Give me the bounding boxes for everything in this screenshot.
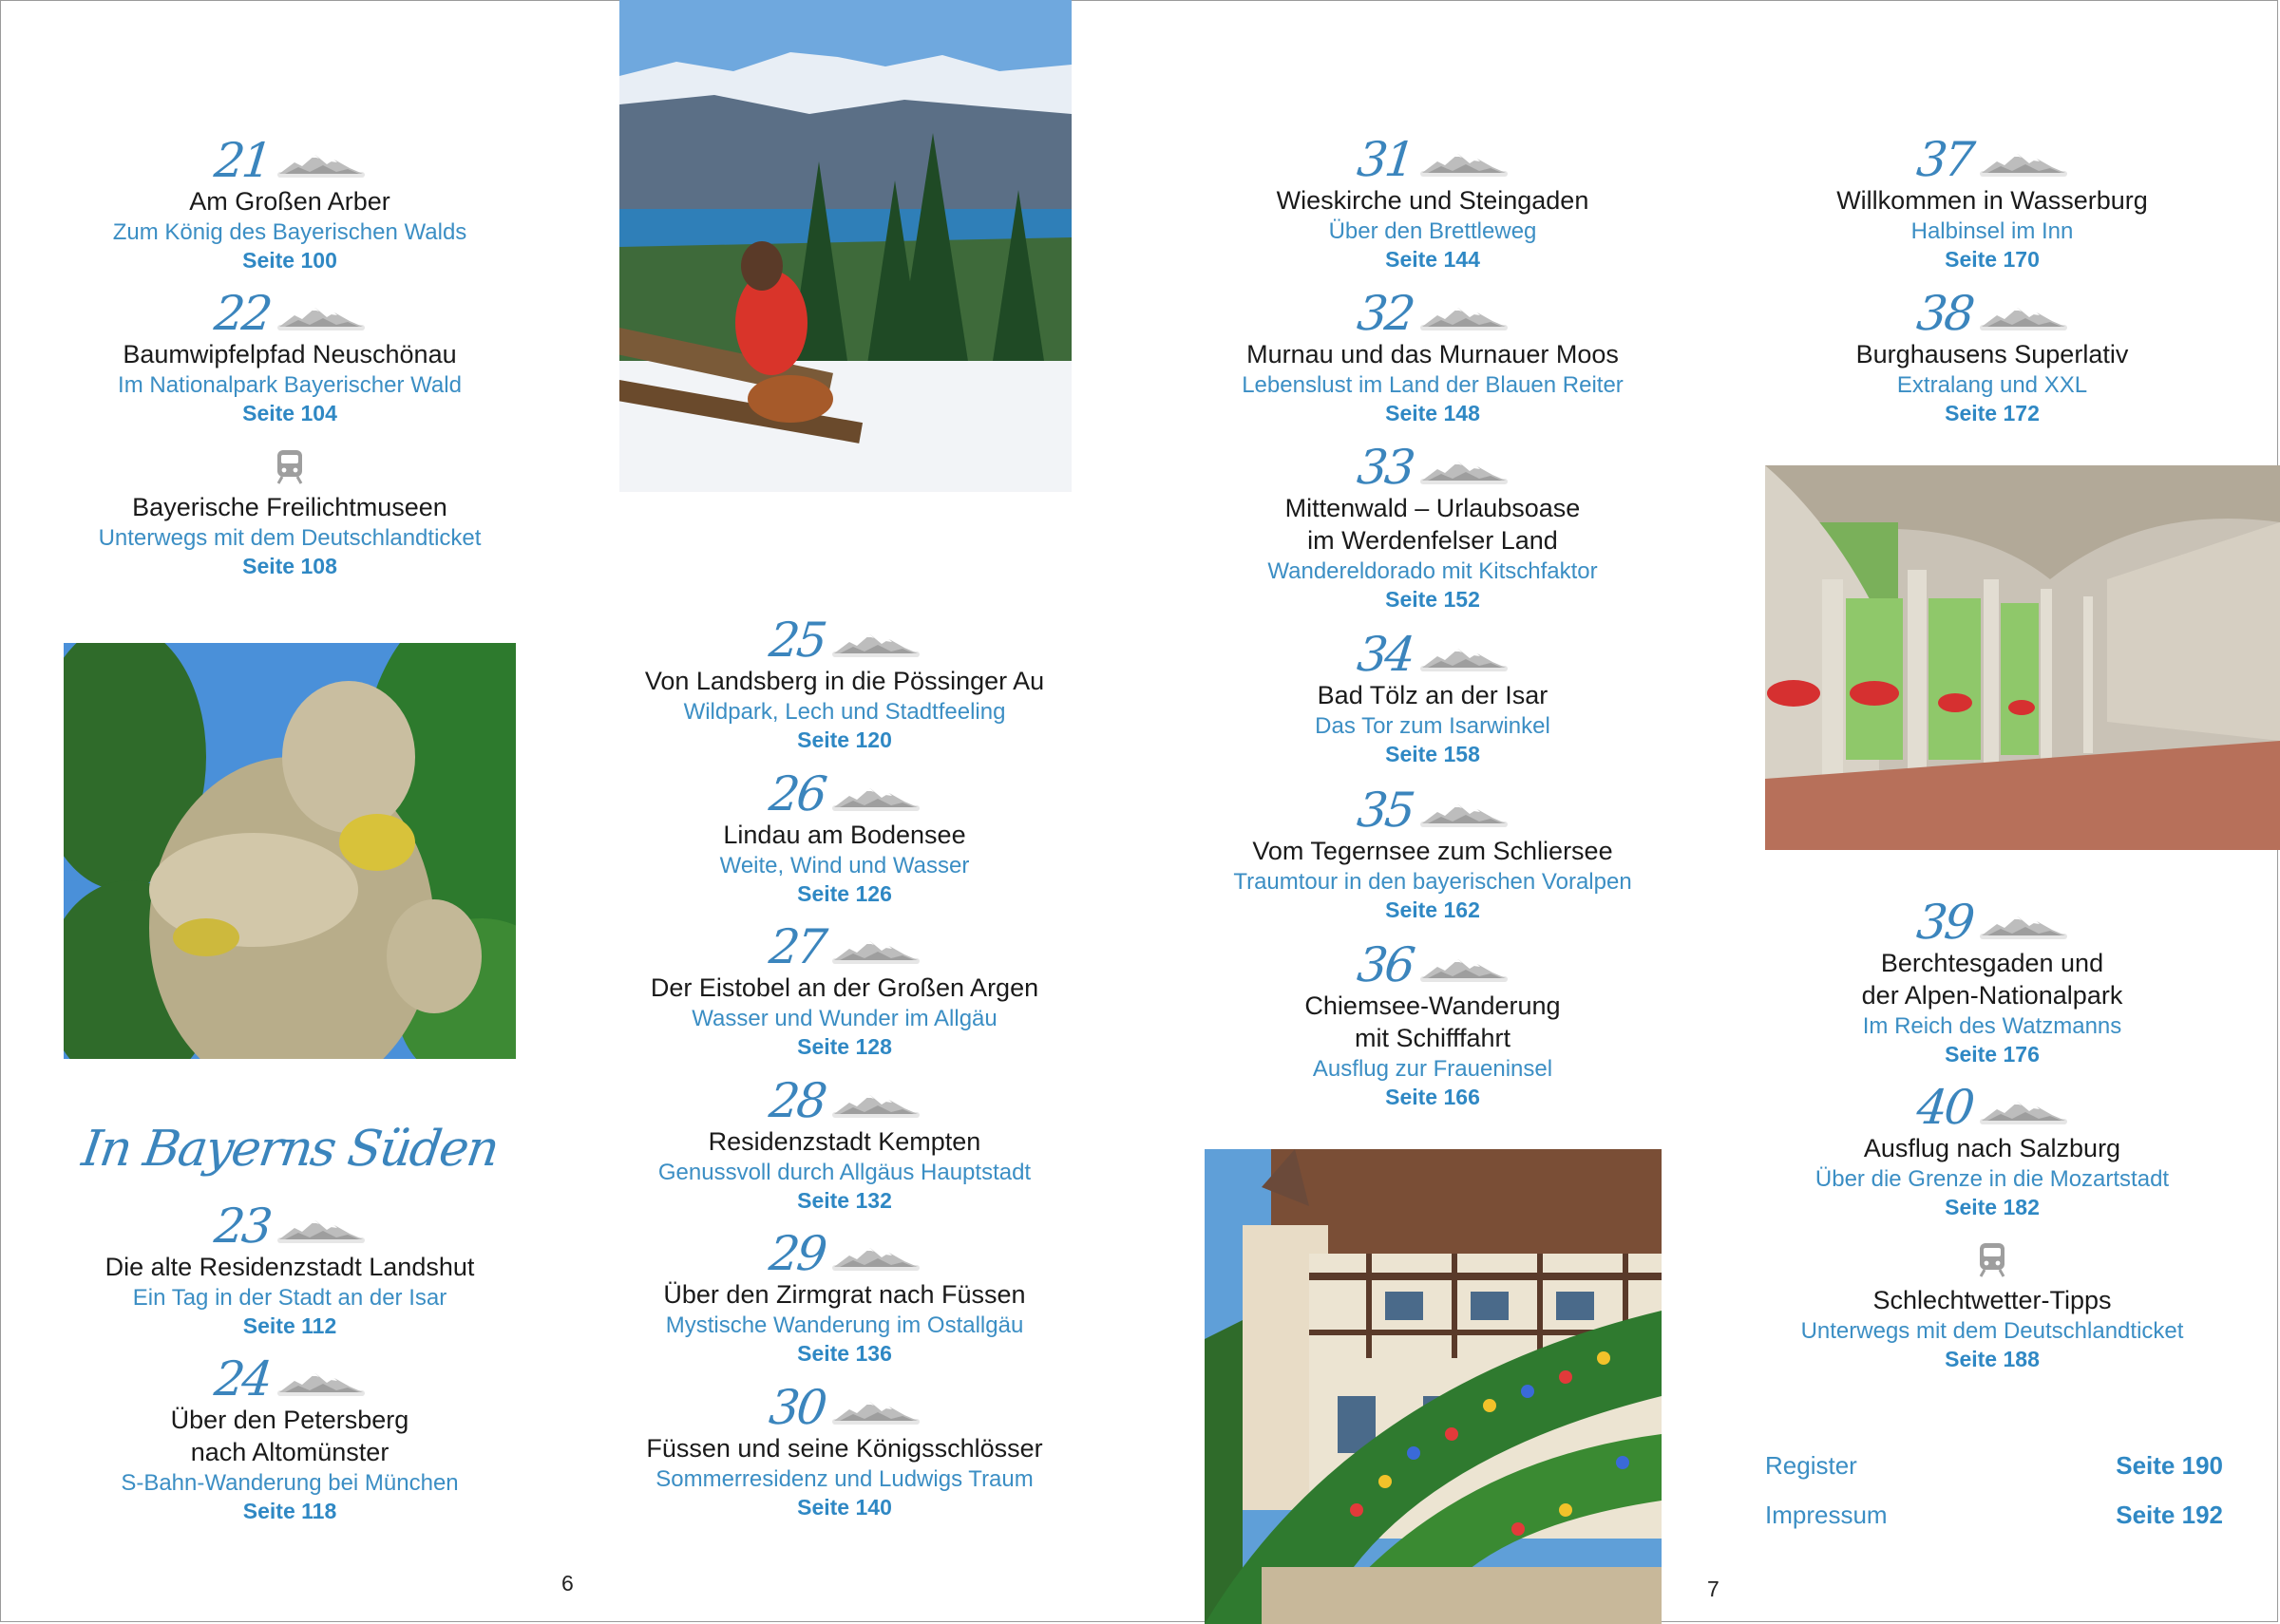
toc-entry-32[interactable] — [1186, 286, 1680, 427]
tour-title-line2: im Werdenfelser Land — [1307, 526, 1558, 555]
tour-page: Seite 104 — [242, 401, 337, 425]
toc-entry-40[interactable] — [1745, 1080, 2239, 1221]
register-page: Seite 190 — [2116, 1451, 2223, 1480]
impressum-page: Seite 192 — [2116, 1501, 2223, 1529]
toc-entry-25[interactable] — [598, 615, 1092, 754]
tour-title: Schlechtwetter-Tipps — [1872, 1286, 2112, 1314]
tour-title: Willkommen in Wasserburg — [1836, 186, 2148, 215]
toc-entry-37[interactable] — [1745, 132, 2239, 274]
tour-title: Füssen und seine Königsschlösser — [646, 1434, 1043, 1463]
tour-subtitle: Das Tor zum Isarwinkel — [1315, 713, 1550, 739]
tour-title: Chiemsee-Wanderung — [1304, 991, 1561, 1020]
mountain-panorama-icon — [1420, 801, 1508, 829]
toc-entry-22[interactable] — [43, 286, 537, 427]
tour-page: Seite 144 — [1385, 247, 1480, 272]
toc-entry-34[interactable] — [1186, 627, 1680, 768]
tour-subtitle: Wasser und Wunder im Allgäu — [692, 1006, 998, 1031]
tour-subtitle: Unterwegs mit dem Deutschlandticket — [98, 525, 482, 551]
tour-title: Residenzstadt Kempten — [708, 1127, 981, 1156]
toc-entry-23[interactable] — [43, 1201, 537, 1340]
tour-page: Seite 118 — [242, 1499, 337, 1523]
tour-number: 31 — [1355, 132, 1416, 187]
toc-entry-39[interactable] — [1745, 897, 2239, 1068]
tour-title: Die alte Residenzstadt Landshut — [104, 1253, 475, 1281]
mountain-panorama-icon — [277, 151, 365, 179]
tour-subtitle: Wandereldorado mit Kitschfaktor — [1267, 558, 1598, 584]
tour-title: Baumwipfelpfad Neuschönau — [123, 340, 457, 368]
toc-entry-freilichtmuseen[interactable] — [43, 442, 537, 580]
toc-entry-30[interactable] — [598, 1380, 1092, 1521]
tour-subtitle: Weite, Wind und Wasser — [719, 853, 970, 878]
tour-subtitle: Traumtour in den bayerischen Voralpen — [1233, 869, 1632, 895]
tour-number: 23 — [212, 1199, 273, 1254]
toc-entry-21[interactable] — [43, 133, 537, 274]
tour-page: Seite 132 — [797, 1188, 892, 1213]
tour-page: Seite 176 — [1945, 1042, 2040, 1067]
train-icon — [275, 447, 305, 485]
tour-subtitle: Im Reich des Watzmanns — [1862, 1013, 2122, 1039]
mountain-panorama-icon — [832, 784, 920, 813]
tour-page: Seite 166 — [1385, 1085, 1480, 1109]
page-number-left: 6 — [561, 1571, 574, 1596]
tour-number: 26 — [767, 766, 827, 821]
easter-fountain-photo — [1205, 1149, 1662, 1624]
mountain-panorama-icon — [1980, 150, 2067, 179]
impressum-row[interactable] — [1765, 1501, 2223, 1530]
mountain-panorama-icon — [1980, 1098, 2067, 1126]
tour-subtitle: Unterwegs mit dem Deutschlandticket — [1800, 1318, 2184, 1344]
tour-page: Seite 108 — [242, 554, 337, 578]
tour-page: Seite 172 — [1945, 401, 2040, 425]
tour-number: 24 — [212, 1351, 273, 1407]
winter-lake-photo — [619, 0, 1072, 492]
tour-title: Wieskirche und Steingaden — [1276, 186, 1589, 215]
impressum-label: Impressum — [1765, 1501, 1888, 1529]
tour-page: Seite 162 — [1385, 897, 1480, 922]
cloister-photo — [1765, 465, 2280, 850]
tour-title-line2: mit Schifffahrt — [1354, 1024, 1511, 1052]
tour-title: Murnau und das Murnauer Moos — [1246, 340, 1619, 368]
tour-subtitle: Mystische Wanderung im Ostallgäu — [665, 1312, 1024, 1338]
tour-subtitle: Im Nationalpark Bayerischer Wald — [118, 372, 462, 398]
tour-subtitle: Über den Brettleweg — [1328, 218, 1537, 244]
toc-entry-26[interactable] — [598, 766, 1092, 908]
tour-page: Seite 170 — [1945, 247, 2040, 272]
tour-subtitle: Wildpark, Lech und Stadtfeeling — [683, 699, 1006, 725]
tour-number: 22 — [212, 286, 273, 341]
tour-number: 37 — [1914, 132, 1975, 187]
tour-subtitle: Halbinsel im Inn — [1910, 218, 2074, 244]
tour-page: Seite 152 — [1385, 587, 1480, 612]
tour-number: 32 — [1355, 286, 1416, 341]
mountain-panorama-icon — [832, 937, 920, 966]
tour-number: 38 — [1914, 286, 1975, 341]
toc-entry-38[interactable] — [1745, 286, 2239, 427]
tour-page: Seite 100 — [242, 248, 337, 273]
tour-subtitle: Ein Tag in der Stadt an der Isar — [132, 1285, 447, 1311]
tour-number: 27 — [767, 919, 827, 974]
tour-number: 29 — [767, 1226, 827, 1281]
tour-page: Seite 112 — [242, 1313, 337, 1338]
tour-number: 36 — [1355, 937, 1416, 992]
mountain-panorama-icon — [277, 304, 365, 332]
mountain-panorama-icon — [1420, 150, 1508, 179]
tour-page: Seite 182 — [1945, 1195, 2040, 1219]
tour-title: Burghausens Superlativ — [1855, 340, 2129, 368]
toc-entry-27[interactable] — [598, 919, 1092, 1061]
mountain-panorama-icon — [277, 1217, 365, 1245]
tour-subtitle: Zum König des Bayerischen Walds — [112, 219, 467, 245]
tour-number: 39 — [1914, 895, 1975, 950]
tour-page: Seite 126 — [797, 881, 892, 906]
tour-title: Am Großen Arber — [189, 187, 390, 216]
tour-subtitle: Extralang und XXL — [1896, 372, 2088, 398]
tour-subtitle: Sommerresidenz und Ludwigs Traum — [656, 1466, 1034, 1492]
mountain-panorama-icon — [832, 1398, 920, 1426]
tour-page: Seite 140 — [797, 1495, 892, 1520]
tour-title-line2: der Alpen-Nationalpark — [1861, 981, 2123, 1010]
mountain-panorama-icon — [1420, 645, 1508, 673]
mountain-panorama-icon — [832, 631, 920, 659]
tour-page: Seite 136 — [797, 1341, 892, 1366]
tour-number: 30 — [767, 1380, 827, 1435]
tour-page: Seite 188 — [1945, 1347, 2040, 1371]
tour-page: Seite 128 — [797, 1034, 892, 1059]
toc-entry-28[interactable] — [598, 1073, 1092, 1215]
train-icon — [1977, 1240, 2007, 1278]
mountain-panorama-icon — [832, 1244, 920, 1273]
tour-page: Seite 148 — [1385, 401, 1480, 425]
tour-subtitle: S-Bahn-Wanderung bei München — [121, 1470, 459, 1496]
tour-subtitle: Ausflug zur Fraueninsel — [1312, 1056, 1553, 1082]
tour-title: Bayerische Freilichtmuseen — [132, 493, 447, 521]
tour-page: Seite 120 — [797, 727, 892, 752]
mountain-panorama-icon — [1420, 955, 1508, 984]
toc-entry-schlechtwetter[interactable] — [1745, 1235, 2239, 1373]
section-heading: In Bayerns Süden — [78, 1121, 502, 1178]
page-number-right: 7 — [1707, 1577, 1720, 1601]
toc-entry-29[interactable] — [598, 1226, 1092, 1368]
register-row[interactable] — [1765, 1451, 2223, 1481]
tour-number: 40 — [1914, 1080, 1975, 1135]
tour-title: Vom Tegernsee zum Schliersee — [1252, 837, 1613, 865]
tour-title: Mittenwald – Urlaubsoase — [1284, 494, 1581, 522]
tour-number: 35 — [1355, 783, 1416, 838]
tour-title: Ausflug nach Salzburg — [1863, 1134, 2121, 1162]
mountain-panorama-icon — [1980, 913, 2067, 941]
toc-entry-31[interactable] — [1186, 132, 1680, 274]
tour-title: Von Landsberg in die Pössinger Au — [644, 667, 1045, 695]
mountain-panorama-icon — [1420, 458, 1508, 486]
mountain-panorama-icon — [832, 1091, 920, 1120]
tour-page: Seite 158 — [1385, 742, 1480, 766]
mountain-panorama-icon — [1980, 304, 2067, 332]
toc-entry-36[interactable] — [1186, 937, 1680, 1111]
tour-number: 21 — [212, 133, 273, 188]
tour-subtitle: Lebenslust im Land der Blauen Reiter — [1242, 372, 1624, 398]
tour-number: 34 — [1355, 627, 1416, 682]
register-label: Register — [1765, 1451, 1857, 1480]
tour-title: Der Eistobel an der Großen Argen — [650, 973, 1039, 1002]
tour-number: 33 — [1355, 440, 1416, 495]
mountain-panorama-icon — [1420, 304, 1508, 332]
mountain-panorama-icon — [277, 1369, 365, 1398]
tour-title: Lindau am Bodensee — [723, 821, 966, 849]
tour-subtitle: Über die Grenze in die Mozartstadt — [1814, 1166, 2170, 1192]
toc-entry-35[interactable] — [1186, 785, 1680, 924]
tour-title: Über den Zirmgrat nach Füssen — [663, 1280, 1026, 1309]
tour-title: Bad Tölz an der Isar — [1317, 681, 1548, 709]
tour-title: Berchtesgaden und — [1880, 949, 2104, 977]
tour-subtitle: Genussvoll durch Allgäus Hauptstadt — [657, 1160, 1032, 1185]
toc-entry-24[interactable] — [43, 1351, 537, 1525]
tour-title: Über den Petersberg — [170, 1406, 409, 1434]
tour-number: 28 — [767, 1073, 827, 1128]
toc-entry-33[interactable] — [1186, 440, 1680, 614]
tour-title-line2: nach Altomünster — [190, 1438, 390, 1466]
statue-photo — [64, 643, 516, 1059]
tour-number: 25 — [767, 613, 827, 668]
